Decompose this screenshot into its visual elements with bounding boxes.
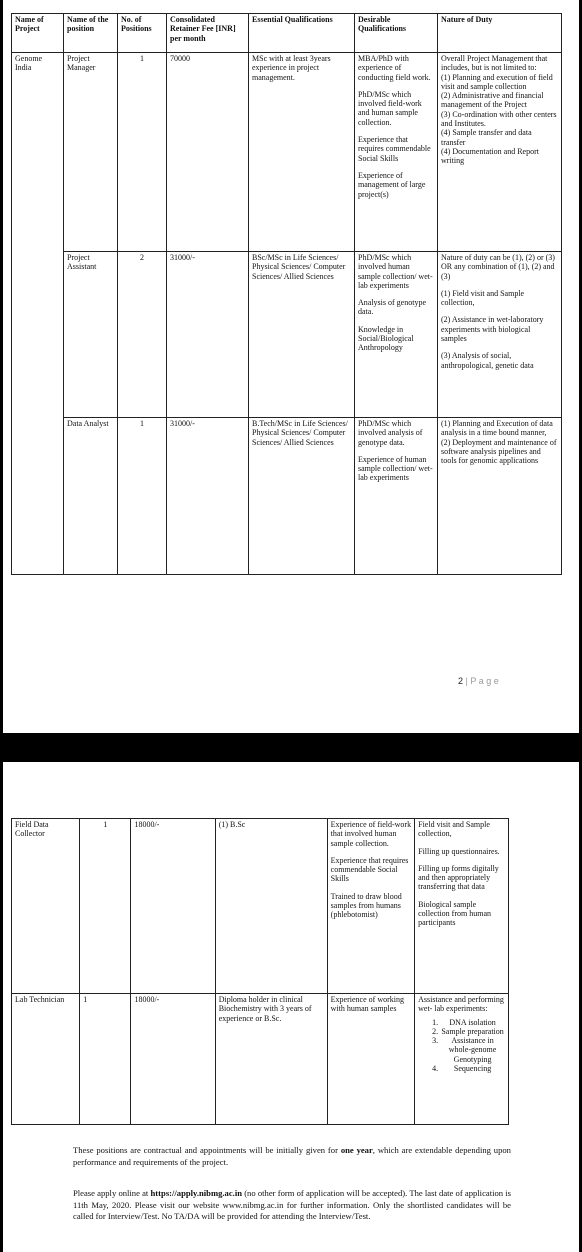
count-cell: 1 <box>80 994 131 1125</box>
table-row <box>12 418 562 575</box>
duty-item: (4) Documentation and Report writing <box>441 146 539 166</box>
fee-cell: 18000/- <box>131 819 215 994</box>
page-number <box>458 676 499 686</box>
header-project: Name of Project <box>12 14 64 53</box>
header-position: Name of the position <box>64 14 118 53</box>
duty-item: (3) Analysis of social, anthropological, genetic data <box>441 351 534 370</box>
table-header-row <box>12 14 562 53</box>
position-cell: Field Data Collector <box>12 819 80 994</box>
desirable-cell <box>327 819 414 994</box>
table-row <box>12 994 509 1125</box>
fee-cell: 18000/- <box>131 994 215 1125</box>
duty-cell <box>438 53 562 252</box>
essential-cell: MSc with at least 3years experience in project management. <box>249 53 355 252</box>
duty-item: Filling up forms digitally and then appropriately transferring that data <box>418 863 499 892</box>
header-desirable: Desirable Qualifications <box>355 14 438 53</box>
list-item: 2. Sample preparation <box>440 1027 505 1036</box>
page-number-value: 2 <box>458 676 464 686</box>
desirable-item: Experience that requires commendable Social Skills <box>330 855 409 884</box>
duty-item: (3) Co-ordination with other centers and Institutes. <box>441 109 557 129</box>
duty-item: (2) Assistance in wet-laboratory experiments with biological samples <box>441 315 544 344</box>
header-positions-count: No. of Positions <box>118 14 167 53</box>
desirable-item: Experience of management of large project(s) <box>358 170 426 199</box>
duty-item: (1) Field visit and Sample collection, <box>441 288 525 308</box>
desirable-item: Trained to draw blood samples from humans (phlebotomist) <box>330 891 402 920</box>
desirable-cell <box>355 418 438 575</box>
positions-table-continued <box>11 818 509 1125</box>
header-fee: Consolidated Retainer Fee [INR] per month <box>167 14 249 53</box>
desirable-item: PhD/MSc which involved human sample collection/ wet-lab experiments <box>358 253 433 290</box>
duty-item: (2) Administrative and financial management of the Project <box>441 91 544 110</box>
duty-item: Filling up questionnaires. <box>418 846 500 856</box>
contract-note: These positions are contractual and appointments will be initially given for one year, which are extendable depending upon performance and requirements of the project. <box>73 1145 511 1167</box>
desirable-item: Experience of working with human samples <box>330 995 404 1014</box>
document-page-2 <box>3 762 579 1252</box>
duty-cell <box>415 994 509 1125</box>
desirable-item: Experience of field-work that involved human sample collection. <box>330 820 412 848</box>
fee-cell: 70000 <box>167 53 249 252</box>
duty-item: Overall Project Management that includes, but is not limited to: <box>441 54 548 73</box>
count-cell: 1 <box>118 53 167 252</box>
table-row <box>12 252 562 418</box>
duty-item: (2) Deployment and maintenance of software analysis pipelines and tools for genomic applications <box>441 437 557 466</box>
count-cell: 1 <box>118 418 167 575</box>
duty-item: (4) Sample transfer and data transfer <box>441 128 532 147</box>
list-item: 1. DNA isolation <box>440 1018 505 1027</box>
project-name-cell: Genome India <box>12 53 64 575</box>
fee-cell: 31000/- <box>167 418 249 575</box>
duty-item: (1) Planning and Execution of data analysis in a time bound manner, <box>441 419 553 438</box>
essential-cell: Diploma holder in clinical Biochemistry with 3 years of experience or B.Sc. <box>215 994 327 1125</box>
duty-cell <box>415 819 509 994</box>
essential-cell: B.Tech/MSc in Life Sciences/ Physical Sciences/ Computer Sciences/ Allied Sciences <box>249 418 355 575</box>
header-essential: Essential Qualifications <box>249 14 355 53</box>
position-cell: Data Analyst <box>64 418 118 575</box>
duty-item: Nature of duty can be (1), (2) or (3) OR any combination of (1), (2) and (3) <box>441 253 555 281</box>
duty-item: Biological sample collection from human participants <box>418 899 491 928</box>
desirable-cell <box>355 53 438 252</box>
fee-cell: 31000/- <box>167 252 249 418</box>
duty-item: (1) Planning and execution of field visit and sample collection <box>441 72 553 91</box>
count-cell: 1 <box>80 819 131 994</box>
duty-cell <box>438 418 562 575</box>
count-cell: 2 <box>118 252 167 418</box>
desirable-item: Experience that requires commendable Social Skills <box>358 135 431 163</box>
application-url[interactable]: https://apply.nibmg.ac.in <box>150 1188 242 1198</box>
table-row <box>12 819 509 994</box>
duty-cell <box>438 252 562 418</box>
desirable-item: PhD/MSc which involved analysis of genotype data. <box>358 419 423 447</box>
desirable-cell <box>355 252 438 418</box>
page-number-label: | P a g e <box>465 676 499 686</box>
duty-item: Field visit and Sample collection, <box>418 820 490 839</box>
desirable-item: MBA/PhD with experience of conducting field work. <box>358 54 431 82</box>
essential-cell: (1) B.Sc <box>215 819 327 994</box>
list-item: 4. Sequencing <box>440 1064 505 1073</box>
desirable-item: PhD/MSc which involved field-work and human sample collection. <box>358 89 422 127</box>
contract-duration: one year <box>340 1145 373 1155</box>
duty-intro: Assistance and performing wet- lab experiments: <box>418 995 504 1014</box>
application-note: Please apply online at https://apply.nibmg.ac.in (no other form of application will be accepted). The last date of application is 11th May, 2020. Please visit our website www.nibmg.ac.in for further information. Only the shortlisted candidates will be called for Interview/Test. No TA/DA will be provided for attending the Interview/Test. <box>73 1188 511 1221</box>
table-row <box>12 53 562 252</box>
document-page-1 <box>3 0 579 733</box>
position-cell: Project Assistant <box>64 252 118 418</box>
desirable-item: Knowledge in Social/Biological Anthropology <box>358 324 414 353</box>
desirable-cell <box>327 994 414 1125</box>
duty-list <box>418 1018 505 1074</box>
desirable-item: Analysis of genotype data. <box>358 298 426 317</box>
list-item: 3. Assistance in whole-genome Genotyping <box>440 1036 505 1064</box>
essential-cell: BSc/MSc in Life Sciences/ Physical Sciences/ Computer Sciences/ Allied Sciences <box>249 252 355 418</box>
positions-table <box>11 13 562 575</box>
header-duty: Nature of Duty <box>438 14 562 53</box>
position-cell: Project Manager <box>64 53 118 252</box>
desirable-item: Experience of human sample collection/ wet-lab experiments <box>358 454 433 483</box>
position-cell: Lab Technician <box>12 994 80 1125</box>
